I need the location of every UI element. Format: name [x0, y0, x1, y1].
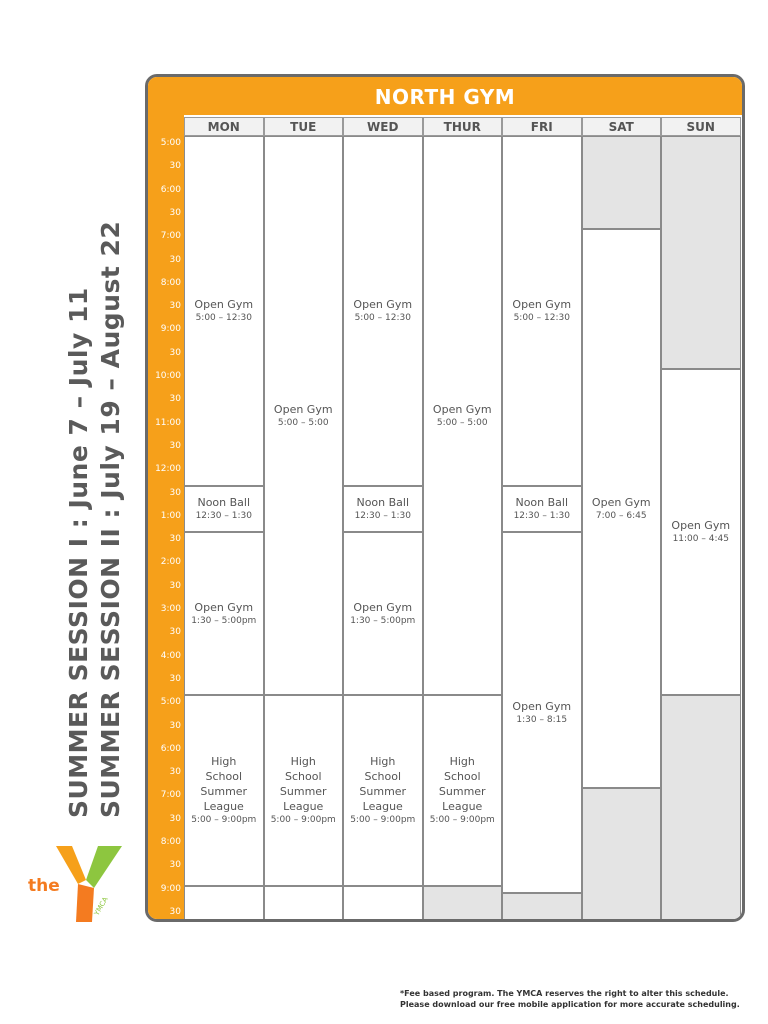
time-label: 1:00	[160, 510, 181, 521]
schedule-table	[145, 74, 745, 922]
day-header-wed: WED	[343, 117, 423, 136]
schedule-block	[423, 136, 503, 695]
time-label: 30	[169, 534, 181, 545]
block-name: Open Gym	[194, 297, 254, 311]
time-label: 9:00	[160, 324, 181, 335]
logo-ymca-text: YMCA	[92, 895, 110, 917]
block-name: High School Summer League	[200, 755, 248, 814]
block-name: High School Summer League	[359, 755, 407, 814]
closed-block	[661, 136, 741, 369]
session-one-title: SUMMER SESSION I : June 7 – July 11	[64, 287, 93, 818]
time-label: 10:00	[155, 371, 181, 381]
block-time: 5:00 – 12:30	[354, 312, 411, 323]
block-name: Open Gym	[273, 402, 333, 416]
time-label: 30	[169, 627, 181, 638]
schedule-block	[343, 695, 423, 886]
block-name: High School Summer League	[438, 755, 486, 814]
time-label: 30	[169, 767, 181, 778]
time-label: 30	[169, 673, 181, 684]
block-time: 1:30 – 5:00pm	[350, 615, 416, 626]
gym-title: NORTH GYM	[148, 77, 742, 115]
time-label: 6:00	[160, 743, 181, 754]
block-time: 12:30 – 1:30	[513, 510, 570, 521]
footnote	[400, 988, 750, 1010]
time-label: 30	[169, 394, 181, 405]
time-label: 30	[169, 207, 181, 218]
empty-block	[343, 886, 423, 922]
ymca-logo	[24, 842, 128, 926]
time-label: 5:00	[160, 138, 181, 148]
footnote-line-1: *Fee based program. The YMCA reserves the right to alter this schedule.	[400, 989, 729, 998]
empty-block	[264, 886, 344, 922]
time-label: 8:00	[160, 837, 181, 847]
time-label: 30	[169, 860, 181, 871]
closed-block	[582, 788, 662, 922]
day-header-sun: SUN	[661, 117, 741, 136]
block-name: Noon Ball	[356, 495, 410, 509]
session-two-title: SUMMER SESSION II : July 19 – August 22	[96, 220, 125, 818]
schedule-block	[502, 486, 582, 533]
time-label: 6:00	[160, 184, 181, 195]
schedule-block	[582, 229, 662, 788]
time-label: 7:00	[160, 231, 181, 242]
empty-block	[184, 886, 264, 922]
time-label: 30	[169, 487, 181, 498]
day-header-mon: MON	[184, 117, 264, 136]
block-name: Open Gym	[194, 600, 254, 614]
schedule-block	[343, 486, 423, 533]
schedule-block	[343, 532, 423, 695]
block-time: 5:00 – 12:30	[513, 312, 570, 323]
time-column	[148, 115, 184, 919]
block-name: Open Gym	[353, 297, 413, 311]
time-label: 30	[169, 720, 181, 731]
session-titles	[0, 0, 130, 860]
block-time: 12:30 – 1:30	[354, 510, 411, 521]
closed-block	[661, 695, 741, 922]
block-time: 5:00 – 9:00pm	[270, 815, 336, 826]
closed-block	[502, 893, 582, 922]
time-label: 7:00	[160, 790, 181, 801]
time-label: 30	[169, 580, 181, 591]
block-time: 1:30 – 8:15	[516, 714, 568, 725]
logo-the-text: the	[28, 876, 60, 896]
schedule-block	[184, 486, 264, 533]
block-time: 5:00 – 12:30	[195, 312, 252, 323]
block-time: 5:00 – 5:00	[277, 417, 329, 428]
time-label: 30	[169, 254, 181, 265]
block-time: 5:00 – 5:00	[436, 417, 488, 428]
block-time: 5:00 – 9:00pm	[350, 815, 416, 826]
schedule-block	[502, 136, 582, 486]
schedule-block	[502, 532, 582, 893]
schedule-block	[184, 532, 264, 695]
time-label: 2:00	[160, 557, 181, 568]
block-name: Noon Ball	[515, 495, 569, 509]
time-label: 30	[169, 301, 181, 312]
time-label: 30	[169, 161, 181, 172]
block-name: Open Gym	[671, 519, 731, 533]
schedule-block	[661, 369, 741, 695]
block-name: Open Gym	[353, 600, 413, 614]
block-time: 5:00 – 9:00pm	[191, 815, 257, 826]
time-label: 30	[169, 906, 181, 917]
block-time: 11:00 – 4:45	[672, 534, 729, 545]
time-label: 12:00	[155, 464, 181, 475]
schedule-block	[184, 136, 264, 486]
day-header-sat: SAT	[582, 117, 662, 136]
schedule-block	[184, 695, 264, 886]
day-header-thur: THUR	[423, 117, 503, 136]
time-label: 3:00	[160, 604, 181, 614]
block-time: 5:00 – 9:00pm	[429, 815, 495, 826]
block-name: Open Gym	[432, 402, 492, 416]
time-label: 11:00	[155, 417, 181, 428]
schedule-block	[264, 136, 344, 695]
time-label: 9:00	[160, 883, 181, 894]
block-time: 1:30 – 5:00pm	[191, 615, 257, 626]
block-name: Open Gym	[512, 297, 572, 311]
block-name: Noon Ball	[197, 495, 251, 509]
day-header-tue: TUE	[264, 117, 344, 136]
time-label: 5:00	[160, 697, 181, 708]
time-label: 30	[169, 813, 181, 824]
block-time: 12:30 – 1:30	[195, 510, 252, 521]
day-header-fri: FRI	[502, 117, 582, 136]
time-label: 4:00	[160, 650, 181, 661]
block-name: Open Gym	[512, 699, 572, 713]
block-name: High School Summer League	[279, 755, 327, 814]
time-label: 30	[169, 347, 181, 358]
time-label: 8:00	[160, 277, 181, 288]
closed-block	[582, 136, 662, 229]
time-label: 30	[169, 440, 181, 451]
block-time: 7:00 – 6:45	[595, 510, 647, 521]
block-name: Open Gym	[591, 495, 651, 509]
schedule-block	[264, 695, 344, 886]
ymca-y-logo-icon	[24, 842, 128, 926]
schedule-block	[423, 695, 503, 886]
footnote-line-2: Please download our free mobile application for more accurate scheduling.	[400, 1000, 740, 1009]
schedule-block	[343, 136, 423, 486]
closed-block	[423, 886, 503, 922]
